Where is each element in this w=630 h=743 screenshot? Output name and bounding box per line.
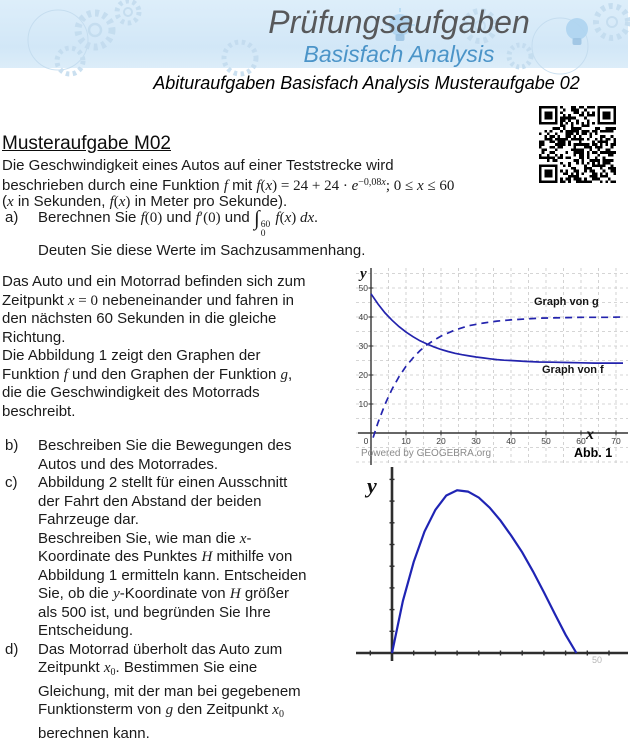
figure-abbildung-2 <box>356 465 628 723</box>
item-a-body: Berechnen Sie f(0) und f′(0) und ∫ 60 0 f(x) dx. Deuten Sie diese Werte im Sachzusammenhang. <box>38 206 630 262</box>
axis-tick-label: 0 <box>358 436 374 446</box>
axis-tick-label: 50 <box>356 283 368 293</box>
item-c-label: c) <box>5 474 18 493</box>
item-b-body: Beschreiben Sie die Bewegungen des Autos und des Motorrades. <box>38 437 356 474</box>
item-c-body: Abbildung 2 stellt für einen Ausschnitt der Fahrt den Abstand der beiden Fahrzeuge dar. Beschreiben Sie, wie man die x- Koordinate des Punktes H mithilfe von Abbildung 1 ermitteln kann. Entscheiden Sie, ob die y-Koordinate von H größer als 500 ist, und begründen Sie Ihre Entscheidung. <box>38 474 356 641</box>
axis-tick-label: 40 <box>356 312 368 322</box>
brand-subtitle: Basisfach Analysis <box>170 41 628 68</box>
axis-tick-label: 30 <box>356 341 368 351</box>
abb2-y-axis-label: y <box>367 473 377 499</box>
axis-tick-label: 30 <box>468 436 484 446</box>
left-column <box>2 273 356 743</box>
figure-abbildung-1 <box>356 268 628 468</box>
axis-tick-label: 10 <box>356 399 368 409</box>
geogebra-attribution: Powered by GEOGEBRA.org <box>361 448 491 459</box>
spacer <box>2 421 356 437</box>
task-item-b <box>2 437 356 474</box>
axis-tick-label: 40 <box>503 436 519 446</box>
header-banner <box>0 0 628 68</box>
task-intro: Die Geschwindigkeit eines Autos auf einer Teststrecke wird beschrieben durch eine Funktion f mit $f(x) = 24 + 24 \cdot e^{-0,08x}$; 0 ≤ x ≤ 60 (x in Sekunden, f(x) in Meter pro Sekunde). <box>2 158 454 211</box>
item-d-label: d) <box>5 641 18 660</box>
axis-tick-label: 20 <box>356 370 368 380</box>
abb2-x-tick-label: 50 <box>592 655 602 665</box>
abb1-x-axis-label: x <box>586 426 594 444</box>
brand-title: Prüfungsaufgaben <box>170 4 628 41</box>
task-item-c <box>2 474 356 641</box>
context-paragraph: Das Auto und ein Motorrad befinden sich zum Zeitpunkt x = 0 nebeneinander und fahren in den nächsten 60 Sekunden in die gleiche Richtung. Die Abbildung 1 zeigt den Graphen der Funktion f und den Graphen der Funktion g, die die Geschwindigkeit des Motorrads beschreibt. <box>2 273 356 421</box>
abb1-y-axis-label: y <box>360 266 367 283</box>
graph-von-f-annotation: Graph von f <box>542 364 604 376</box>
task-item-d <box>2 641 356 743</box>
axis-tick-label: 60 <box>573 436 589 446</box>
item-a-label: a) <box>5 206 18 229</box>
item-d-body: Das Motorrad überholt das Auto zum Zeitpunkt $x_0$. Bestimmen Sie eine Gleichung, mit der man bei gegebenem Funktionsterm von g den Zeitpunkt $x_0$ berechnen kann. <box>38 641 356 743</box>
axis-tick-label: 70 <box>608 436 624 446</box>
item-b-label: b) <box>5 437 18 456</box>
axis-tick-label: 50 <box>538 436 554 446</box>
task-heading: Musteraufgabe M02 <box>2 133 171 155</box>
document-subtitle: Abituraufgaben Basisfach Analysis Musteraufgabe 02 <box>105 73 628 94</box>
abb2-plot <box>356 465 628 723</box>
figure-caption-abb1: Abb. 1 <box>574 446 612 460</box>
qr-code <box>539 106 616 183</box>
axis-tick-label: 10 <box>398 436 414 446</box>
task-item-a <box>2 206 630 262</box>
graph-von-g-annotation: Graph von g <box>534 296 599 308</box>
axis-tick-label: 20 <box>433 436 449 446</box>
